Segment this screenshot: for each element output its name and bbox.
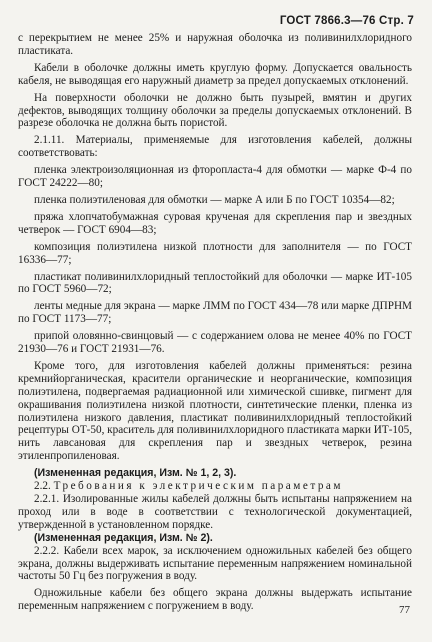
paragraph: На поверхности оболочки не должно быть пузырей, вмятин и других дефектов, выводящих толщину оболочки за пределы допускаемых отклонений. В разрезе оболочка не должна быть пористой. [18, 91, 412, 130]
page-header: ГОСТ 7866.3—76 Стр. 7 [279, 15, 414, 27]
revision-label: (Измененная редакция, Изм. № 2). [34, 531, 213, 544]
paragraph: Одножильные кабели без общего экрана должны выдержать испытание переменным напряжением с погружением в воду. [18, 587, 412, 613]
materials-list-item: пленка полиэтиленовая для обмотки — марке А или Б по ГОСТ 10354—82; [34, 193, 395, 206]
paragraph: 2.1.11. Материалы, применяемые для изготовления кабелей, должны соответствовать: [18, 134, 412, 160]
page-number: 77 [399, 604, 410, 616]
materials-list-item: композиция полиэтилена низкой плотности для заполнителя — по ГОСТ 16336—77; [18, 240, 412, 266]
materials-list-item: припой оловянно-свинцовый — с содержанием олова не менее 40% по ГОСТ 21930—76 и ГОСТ 21931—76. [18, 330, 412, 356]
section-title: Требования к электрическим параметрам [53, 480, 343, 493]
section-number: 2.2. [34, 480, 51, 493]
materials-list-item: пластикат поливинилхлоридный теплостойкий для оболочки — марке ИТ-105 по ГОСТ 5960—72; [18, 270, 412, 296]
materials-list-item: ленты медные для экрана — марке ЛММ по ГОСТ 434—78 или марке ДПРНМ по ГОСТ 1173—77; [18, 300, 412, 326]
materials-list-item: пленка электроизоляционная из фторопласта-4 для обмотки — марке Ф-4 по ГОСТ 24222—80; [18, 164, 412, 190]
paragraph: 2.2.1. Изолированные жилы кабелей должны быть испытаны напряжением на проход или в воде в соответствии с технологической документацией, утвержденной в установленном порядке. [18, 493, 412, 531]
paragraph: Кабели в оболочке должны иметь круглую форму. Допускается овальность кабеля, не выводящая его наружный диаметр за предел допускаемых отклонений. [18, 61, 412, 87]
revision-note [18, 532, 412, 545]
section-heading [18, 480, 412, 493]
revision-label: (Измененная редакция, Изм. № 1, 2, 3). [34, 467, 237, 480]
paragraph: 2.2.2. Кабели всех марок, за исключением одножильных кабелей без общего экрана, должны выдерживать испытание переменным напряжением номинальной частоты 50 Гц без погружения в воду. [18, 544, 412, 583]
paragraph: с перекрытием не менее 25% и наружная оболочка из поливинилхлоридного пластиката. [18, 32, 412, 57]
revision-note [18, 467, 412, 480]
paragraph: Кроме того, для изготовления кабелей должны применяться: резина кремнийорганическая, красители органические и неорганические, композиция полиэтилена, подвергаемая радиационной или химической сшивке, пигмент для окрашивания полиэтилена низкой плотности, синтетические пленки, пленка из полиэтилена низкого давления, пластикат поливинилхлоридный теплостойкий рецептуры ОТ-50, краситель для поливинилхлоридного пластиката марки ИТ-105, нить лавсановая для скрепления пар и звездных четверок, резина этиленпропиленовая. [18, 359, 412, 463]
materials-list-item: пряжа хлопчатобумажная суровая крученая для скрепления пар и звездных четверок — ГОСТ 6904—83; [18, 210, 412, 236]
page-body [18, 32, 412, 617]
